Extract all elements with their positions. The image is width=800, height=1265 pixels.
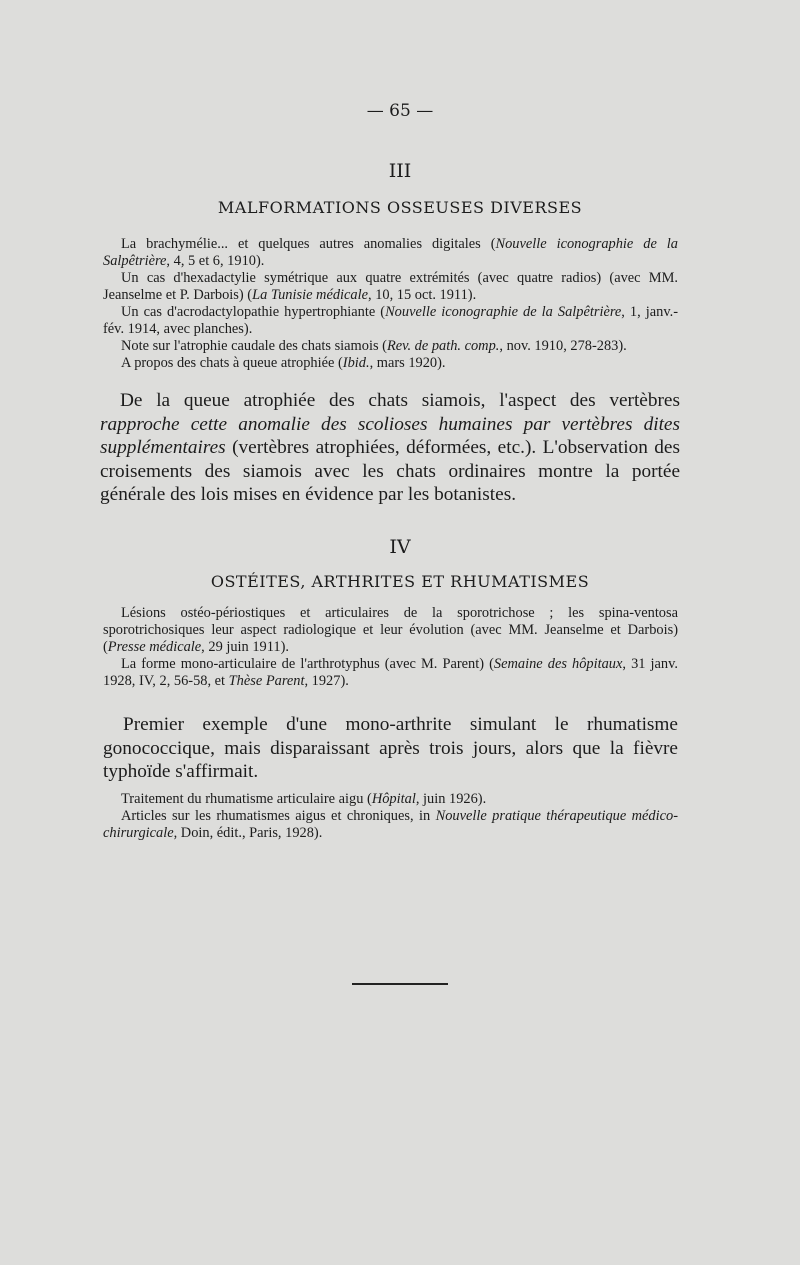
italic-citation: Presse médicale <box>107 639 202 655</box>
section-3-references <box>103 236 678 372</box>
italic-citation: Rev. de path. comp. <box>386 338 500 354</box>
reference-paragraph: La brachymélie... et quelques autres anomalies digitales (Nouvelle iconographie de la Salpêtrière, 4, 5 et 6, 1910). <box>103 236 678 269</box>
page-number: — 65 — <box>366 101 434 121</box>
reference-paragraph: A propos des chats à queue atrophiée (Ibid., mars 1920). <box>121 355 446 371</box>
section-4-title: OSTÉITES, ARTHRITES ET RHUMATISMES <box>210 572 590 591</box>
section-3-numeral: III <box>388 160 412 182</box>
body-paragraph: De la queue atrophiée des chats siamois, l'aspect des vertèbres rapproche cette anomalie des scolioses humaines par vertèbres dites supplémentaires (vertèbres atrophiées, déformées, etc.). L'observation des croisements des siamois avec les chats ordinaires montre la portée générale des lois mises en évidence par les botanistes. <box>100 390 680 505</box>
body-paragraph: Premier exemple d'une mono-arthrite simulant le rhumatisme gonococcique, mais disparaissant après trois jours, alors que la fièvre typhoïde s'affirmait. <box>103 714 678 782</box>
section-3-title: MALFORMATIONS OSSEUSES DIVERSES <box>217 198 583 217</box>
italic-citation: Nouvelle pratique thérapeutique médico-chirurgicale <box>103 808 678 841</box>
section-4-references <box>103 605 678 690</box>
reference-paragraph: Traitement du rhumatisme articulaire aigu (Hôpital, juin 1926). <box>121 791 487 807</box>
reference-paragraph: Un cas d'acrodactylopathie hypertrophiante (Nouvelle iconographie de la Salpêtrière, 1, janv.-fév. 1914, avec planches). <box>103 304 678 337</box>
italic-citation: Ibid. <box>342 355 370 371</box>
reference-paragraph: Note sur l'atrophie caudale des chats siamois (Rev. de path. comp., nov. 1910, 278-283). <box>121 338 627 354</box>
section-4-further-references <box>103 791 678 842</box>
italic-citation: Nouvelle iconographie de la Salpêtrière <box>103 236 678 269</box>
reference-paragraph: Articles sur les rhumatismes aigus et chroniques, in Nouvelle pratique thérapeutique médico-chirurgicale, Doin, édit., Paris, 1928). <box>103 808 678 841</box>
section-4-body <box>103 713 678 784</box>
italic-citation: rapproche cette anomalie des scolioses humaines par vertèbres dites supplémentaires <box>100 413 680 458</box>
end-rule <box>352 983 448 985</box>
italic-citation: Semaine des hôpitaux <box>493 656 623 672</box>
section-4-numeral: IV <box>389 536 411 558</box>
italic-citation: Thèse Parent <box>228 673 305 689</box>
italic-citation: La Tunisie médicale <box>252 287 368 303</box>
italic-citation: Hôpital <box>371 791 416 807</box>
italic-citation: Nouvelle iconographie de la Salpêtrière <box>385 304 622 320</box>
reference-paragraph: La forme mono-articulaire de l'arthrotyphus (avec M. Parent) (Semaine des hôpitaux, 31 janv. 1928, IV, 2, 56-58, et Thèse Parent, 1927). <box>103 656 678 689</box>
section-3-body <box>100 389 680 507</box>
reference-paragraph: Un cas d'hexadactylie symétrique aux quatre extrémités (avec quatre radios) (avec MM. Jeanselme et P. Darbois) (La Tunisie médicale, 10, 15 oct. 1911). <box>103 270 678 303</box>
reference-paragraph: Lésions ostéo-périostiques et articulaires de la sporotrichose ; les spina-ventosa sporotrichosiques leur aspect radiologique et leur évolution (avec MM. Jeanselme et Darbois) (Presse médicale, 29 juin 1911). <box>103 605 678 655</box>
